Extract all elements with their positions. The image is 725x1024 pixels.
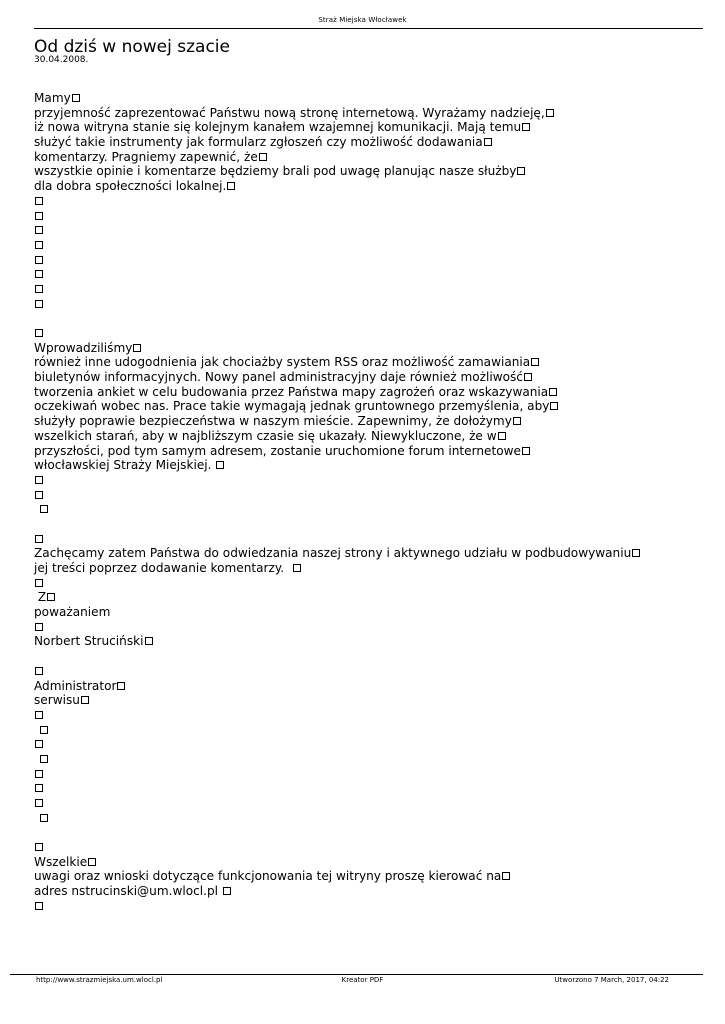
body-line-text: biuletynów informacyjnych. Nowy panel administracyjny daje również możliwość	[34, 370, 523, 385]
body-line	[34, 209, 694, 224]
body-line	[34, 532, 694, 547]
body-line-text: iż nowa witryna stanie się kolejnym kanałem wzajemnej komunikacji. Mają temu	[34, 120, 522, 135]
missing-glyph-box-icon	[35, 843, 43, 851]
body-line-text: wszelkich starań, aby w najbliższym czasie się ukazały. Niewykluczone, że w	[34, 428, 497, 443]
missing-glyph-box-icon	[35, 579, 43, 587]
body-line	[34, 414, 694, 429]
body-line	[34, 811, 694, 826]
body-line	[34, 590, 694, 605]
body-line	[34, 355, 694, 370]
body-line-text: Zachęcamy zatem Państwa do odwiedzania naszej strony i aktywnego udziału w podbudowywaniu	[34, 546, 632, 561]
body-line	[34, 311, 694, 326]
body-line	[34, 693, 694, 708]
missing-glyph-box-icon	[498, 432, 506, 440]
body-line	[34, 708, 694, 723]
missing-glyph-box-icon	[35, 256, 43, 264]
body-line	[34, 502, 694, 517]
body-line-text: również inne udogodnienia jak chociażby system RSS oraz możliwość zamawiania	[34, 355, 531, 370]
missing-glyph-box-icon	[35, 740, 43, 748]
body-line	[34, 855, 694, 870]
missing-glyph-box-icon	[35, 226, 43, 234]
body-line	[34, 634, 694, 649]
body-line	[34, 620, 694, 635]
footer-url: http://www.strazmiejska.um.wlocl.pl	[36, 976, 163, 984]
missing-glyph-box-icon	[35, 535, 43, 543]
missing-glyph-box-icon	[227, 182, 235, 190]
body-line	[34, 517, 694, 532]
missing-glyph-box-icon	[133, 344, 141, 352]
body-line	[34, 253, 694, 268]
missing-glyph-box-icon	[522, 447, 530, 455]
body-line	[34, 679, 694, 694]
body-line	[34, 605, 694, 620]
body-line	[34, 649, 694, 664]
missing-glyph-box-icon	[40, 726, 48, 734]
missing-glyph-box-icon	[223, 887, 231, 895]
missing-glyph-box-icon	[35, 300, 43, 308]
article-body	[34, 91, 694, 914]
body-line-text: serwisu	[34, 693, 80, 708]
body-line	[34, 884, 694, 899]
body-line	[34, 399, 694, 414]
body-line-text: uwagi oraz wnioski dotyczące funkcjonowania tej witryny proszę kierować na	[34, 869, 502, 884]
missing-glyph-box-icon	[531, 358, 539, 366]
body-line	[34, 164, 694, 179]
body-line-text: Z	[34, 590, 47, 605]
body-line	[34, 796, 694, 811]
missing-glyph-box-icon	[632, 549, 640, 557]
missing-glyph-box-icon	[117, 682, 125, 690]
body-line	[34, 546, 694, 561]
body-line-text: jej treści poprzez dodawanie komentarzy.	[34, 561, 292, 575]
body-line	[34, 297, 694, 312]
missing-glyph-box-icon	[35, 491, 43, 499]
missing-glyph-box-icon	[546, 109, 554, 117]
body-line	[34, 825, 694, 840]
body-line	[34, 150, 694, 165]
body-line	[34, 737, 694, 752]
body-line	[34, 106, 694, 121]
missing-glyph-box-icon	[40, 505, 48, 513]
header-divider	[34, 28, 703, 29]
body-line	[34, 135, 694, 150]
missing-glyph-box-icon	[216, 461, 224, 469]
missing-glyph-box-icon	[293, 564, 301, 572]
missing-glyph-box-icon	[35, 270, 43, 278]
missing-glyph-box-icon	[35, 902, 43, 910]
missing-glyph-box-icon	[502, 872, 510, 880]
body-line-text: służyć takie instrumenty jak formularz zgłoszeń czy możliwość dodawania	[34, 135, 483, 150]
body-line	[34, 458, 694, 473]
body-line	[34, 120, 694, 135]
body-line-text: przyszłości, pod tym samym adresem, zostanie uruchomione forum internetowe	[34, 443, 521, 458]
body-line	[34, 561, 694, 576]
missing-glyph-box-icon	[88, 858, 96, 866]
body-line	[34, 767, 694, 782]
footer-divider	[10, 974, 703, 975]
missing-glyph-box-icon	[35, 329, 43, 337]
body-line	[34, 194, 694, 209]
body-line	[34, 664, 694, 679]
missing-glyph-box-icon	[513, 417, 521, 425]
body-line-text: adres nstrucinski@um.wlocl.pl	[34, 884, 222, 899]
missing-glyph-box-icon	[35, 770, 43, 778]
missing-glyph-box-icon	[35, 799, 43, 807]
body-line-text: komentarzy. Pragniemy zapewnić, że	[34, 149, 258, 164]
body-line	[34, 488, 694, 503]
body-line	[34, 723, 694, 738]
body-line	[34, 179, 694, 194]
body-line	[34, 91, 694, 106]
missing-glyph-box-icon	[524, 373, 532, 381]
missing-glyph-box-icon	[145, 637, 153, 645]
missing-glyph-box-icon	[35, 711, 43, 719]
missing-glyph-box-icon	[35, 667, 43, 675]
missing-glyph-box-icon	[72, 94, 80, 102]
missing-glyph-box-icon	[40, 755, 48, 763]
body-line	[34, 282, 694, 297]
body-line	[34, 899, 694, 914]
missing-glyph-box-icon	[522, 123, 530, 131]
body-line	[34, 429, 694, 444]
body-line	[34, 869, 694, 884]
body-line	[34, 444, 694, 459]
body-line-text: włocławskiej Straży Miejskiej.	[34, 458, 216, 473]
body-line-text: przyjemność zaprezentować Państwu nową stronę internetową. Wyrażamy nadzieję,	[34, 105, 545, 120]
body-line	[34, 223, 694, 238]
body-line	[34, 840, 694, 855]
body-line-text: dla dobra społeczności lokalnej.	[34, 179, 227, 194]
body-line	[34, 267, 694, 282]
missing-glyph-box-icon	[35, 197, 43, 205]
article-title: Od dziś w nowej szacie	[34, 37, 230, 57]
page-header: Straż Miejska Włocławek	[318, 16, 407, 24]
missing-glyph-box-icon	[40, 814, 48, 822]
body-line-text: wszystkie opinie i komentarze będziemy brali pod uwagę planując nasze służby	[34, 164, 517, 179]
body-line	[34, 341, 694, 356]
missing-glyph-box-icon	[35, 784, 43, 792]
body-line	[34, 576, 694, 591]
body-line	[34, 473, 694, 488]
missing-glyph-box-icon	[35, 623, 43, 631]
body-line	[34, 370, 694, 385]
body-line-text: Norbert Struciński	[34, 634, 144, 649]
body-line-text: poważaniem	[34, 605, 111, 620]
body-line-text: Administrator	[34, 678, 117, 693]
missing-glyph-box-icon	[35, 476, 43, 484]
missing-glyph-box-icon	[517, 167, 525, 175]
missing-glyph-box-icon	[35, 212, 43, 220]
body-line-text: oczekiwań wobec nas. Prace takie wymagają jednak gruntownego przemyślenia, aby	[34, 399, 550, 414]
missing-glyph-box-icon	[47, 593, 55, 601]
body-line-text: służyły poprawie bezpieczeństwa w naszym mieście. Zapewnimy, że dołożymy	[34, 414, 512, 429]
missing-glyph-box-icon	[484, 138, 492, 146]
article-date: 30.04.2008.	[34, 55, 89, 65]
missing-glyph-box-icon	[259, 153, 267, 161]
missing-glyph-box-icon	[81, 696, 89, 704]
body-line	[34, 326, 694, 341]
missing-glyph-box-icon	[35, 241, 43, 249]
body-line	[34, 385, 694, 400]
body-line-text: Wszelkie	[34, 854, 88, 869]
body-line-text: Wprowadziliśmy	[34, 340, 133, 355]
missing-glyph-box-icon	[549, 388, 557, 396]
body-line-text: Mamy	[34, 91, 71, 105]
missing-glyph-box-icon	[35, 285, 43, 293]
footer-created: Utworzono 7 March, 2017, 04:22	[554, 976, 669, 984]
body-line	[34, 752, 694, 767]
body-line-text: tworzenia ankiet w celu budowania przez Państwa mapy zagrożeń oraz wskazywania	[34, 384, 549, 399]
body-line	[34, 238, 694, 253]
footer-generator: Kreator PDF	[341, 976, 384, 984]
missing-glyph-box-icon	[550, 402, 558, 410]
body-line	[34, 781, 694, 796]
